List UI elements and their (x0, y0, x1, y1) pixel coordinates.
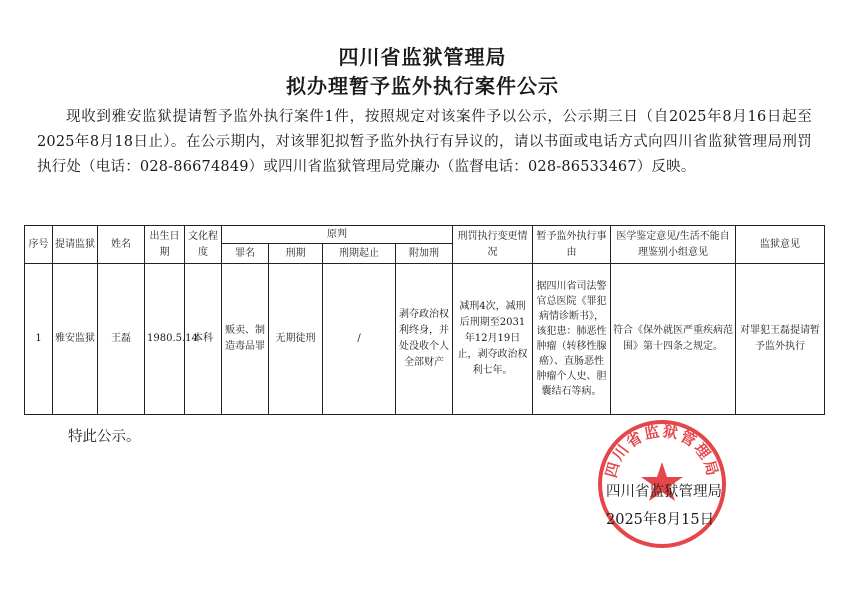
table-row (25, 264, 825, 415)
case-table (24, 225, 825, 415)
header-birth: 出生日期 (145, 226, 185, 264)
header-crime: 罪名 (222, 244, 269, 264)
page-title: 四川省监狱管理局 (338, 45, 507, 69)
table-header-row (25, 226, 825, 244)
cell-edu: 本科 (185, 264, 222, 415)
cell-reason: 据四川省司法警官总医院《罪犯病情诊断书》，该犯患：肺恶性肿瘤（转移性腺癌）、直肠恶性肿瘤个人史、胆囊结石等病。 (533, 264, 611, 415)
header-original: 原判 (222, 226, 453, 244)
cell-name: 王磊 (98, 264, 145, 415)
header-period: 刑期起止 (323, 244, 396, 264)
signature-date: 2025年8月15日 (606, 512, 715, 528)
cell-seq: 1 (25, 264, 53, 415)
cell-period: / (323, 264, 396, 415)
header-name: 姓名 (98, 226, 145, 264)
header-seq: 序号 (25, 226, 53, 264)
closing-text: 特此公示。 (68, 429, 141, 445)
cell-change: 减刑4次，减刑后刑期至2031年12月19日止，剥夺政治权利七年。 (453, 264, 533, 415)
cell-birth: 1980.5.14 (145, 264, 185, 415)
cell-extra: 剥夺政治权利终身，并处没收个人全部财产 (396, 264, 453, 415)
header-edu: 文化程度 (185, 226, 222, 264)
cell-requester: 雅安监狱 (53, 264, 98, 415)
header-change: 刑罚执行变更情况 (453, 226, 533, 264)
signature-org: 四川省监狱管理局 (606, 484, 722, 500)
header-reason: 暂予监外执行事由 (533, 226, 611, 264)
header-requester: 提请监狱 (53, 226, 98, 264)
header-medical: 医学鉴定意见/生活不能自理鉴别小组意见 (611, 226, 736, 264)
page-subtitle: 拟办理暂予监外执行案件公示 (286, 74, 559, 98)
seal-text: 四川省监狱管理局 (601, 422, 723, 480)
header-extra: 附加刑 (396, 244, 453, 264)
header-prison-opinion: 监狱意见 (736, 226, 825, 264)
cell-prison-opinion: 对罪犯王磊提请暂予监外执行 (736, 264, 825, 415)
header-term: 刑期 (269, 244, 323, 264)
cell-medical: 符合《保外就医严重疾病范围》第十四条之规定。 (611, 264, 736, 415)
cell-term: 无期徒刑 (269, 264, 323, 415)
cell-crime: 贩卖、制造毒品罪 (222, 264, 269, 415)
notice-paragraph: 现收到雅安监狱提请暂予监外执行案件1件，按照规定对该案件予以公示，公示期三日（自2025年8月16日起至2025年8月18日止）。在公示期内，对该罪犯拟暂予监外执行有异议的，请以书面或电话方式向四川省监狱管理局刑罚执行处（电话：028-86674849）或四川省监狱管理局党廉办（监督电话：028-86533467）反映。 (37, 109, 812, 175)
